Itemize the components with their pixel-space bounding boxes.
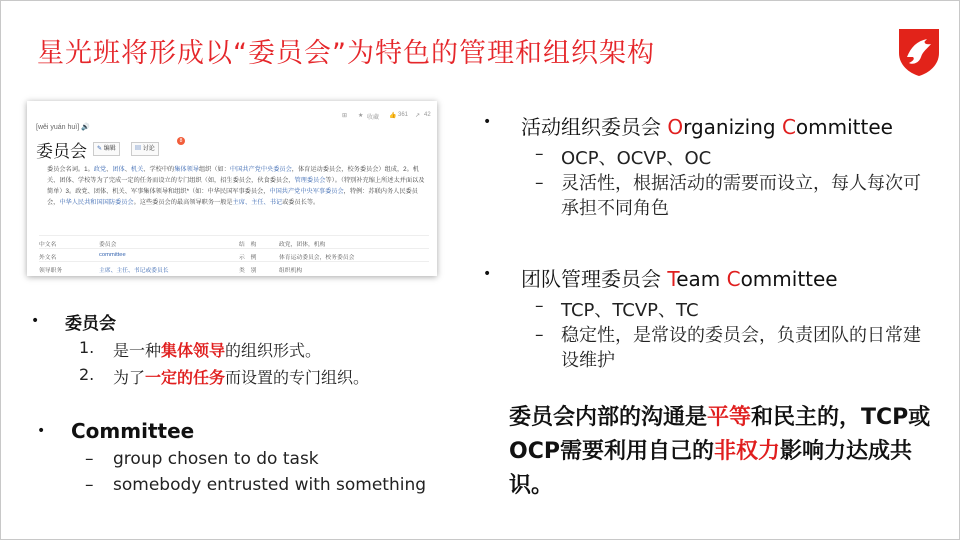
edit-button[interactable]: ✎ 编辑 xyxy=(93,142,120,156)
table-cell: 体育运动委员会，校务委员会 xyxy=(279,255,355,261)
dash: – xyxy=(535,144,544,164)
notification-badge: 8 xyxy=(177,137,185,145)
definition-text-run: 、学校中的 xyxy=(143,166,175,173)
definition-link[interactable]: 团体 xyxy=(112,166,125,173)
item-committee-cn: 委员会 xyxy=(65,314,116,334)
star-icon: ★ xyxy=(358,113,364,119)
definition-text-run: 或委员长等。 xyxy=(282,199,320,206)
table-cell: 结 构 xyxy=(239,242,257,248)
dash: – xyxy=(535,296,544,316)
share-icon: ↗ xyxy=(415,113,421,119)
definition-text-run: ，特例：苏联内务人民委员会， xyxy=(47,188,418,206)
oc-description: 灵活性，根据活动的需要而设立，每人每次可承担不同角色 xyxy=(561,173,921,219)
bullet-dot: • xyxy=(31,313,40,329)
table-cell: 外文名 xyxy=(39,255,57,261)
dash: – xyxy=(85,449,94,469)
committee-def-2: somebody entrusted with something xyxy=(113,475,427,495)
discuss-button[interactable]: ▤ 讨论 xyxy=(131,142,159,156)
definition-link[interactable]: 中国共产党中央军事委员会 xyxy=(269,188,344,195)
chat-icon: ▤ xyxy=(135,146,142,152)
speaker-icon: 🔊 xyxy=(81,124,90,131)
table-cell: 示 例 xyxy=(239,255,257,261)
plus-icon: ⊞ xyxy=(342,113,348,119)
table-cell: 委员会 xyxy=(99,242,117,248)
pinyin: [wěi yuán huì] 🔊 xyxy=(36,124,90,131)
table-cell: 政党，团体，机构 xyxy=(279,242,326,248)
definition-text-run: 、 xyxy=(124,166,131,173)
definition-text-run: 委员会名词。1。 xyxy=(47,166,94,173)
msi-dragon-shield-logo xyxy=(895,27,943,77)
definition-link[interactable]: 机关 xyxy=(130,166,144,173)
tc-description: 稳定性，是常设的委员会，负责团队的日常建设维护 xyxy=(561,325,921,371)
list-num-2: 2. xyxy=(79,365,95,384)
definition-link[interactable]: 中国共产党中央委员会 xyxy=(229,166,292,173)
oc-roles: OCP、OCVP、OC xyxy=(561,148,712,169)
shares-count: 42 xyxy=(424,112,431,118)
table-cell: 中文名 xyxy=(39,242,57,248)
list-item-1: 是一种集体领导的组织形式。 xyxy=(113,341,322,360)
definition-link[interactable]: 政党 xyxy=(93,166,107,173)
definition-text-run: 、 xyxy=(106,166,113,173)
table-row xyxy=(39,261,429,274)
encyclopedia-screenshot xyxy=(27,101,437,276)
table-cell[interactable]: 主席、主任、书记或委员长 xyxy=(99,268,169,274)
list-item-2: 为了一定的任务而设置的专门组织。 xyxy=(113,368,370,387)
committee-def-1: group chosen to do task xyxy=(113,449,319,469)
definition-text-run: 等）。（特别补充缩上所述太并面以及简单）3。政党、团体、机关、军事集体领导和组织*（如：中华民国军事委员会， xyxy=(47,177,425,195)
info-table xyxy=(39,235,429,274)
team-committee-heading: 团队管理委员会 Team Committee xyxy=(521,267,838,291)
definition-text-run: ，体育运动委员会，校务委员会）组成，2。机关、团体、学校等为了完成一定的任务而设立的专门组织（如，招生委员会，伙食委员会， xyxy=(47,166,419,184)
organizing-committee-heading: 活动组织委员会 Organizing Committee xyxy=(521,115,893,139)
likes-count: 361 xyxy=(398,112,409,118)
thumb-icon: 👍 xyxy=(389,113,397,119)
bullet-dot: • xyxy=(483,266,492,282)
slide-title: 星光班将形成以“委员会”为特色的管理和组织架构 xyxy=(37,38,655,69)
definition-link[interactable]: 中华人民共和国国防委员会 xyxy=(59,199,134,206)
definition-text xyxy=(47,164,427,208)
pencil-icon: ✎ xyxy=(97,146,103,152)
bullet-dot: • xyxy=(37,423,46,439)
definition-text-run: 组织（如： xyxy=(198,166,230,173)
dash: – xyxy=(535,325,544,345)
definition-link[interactable]: 主席、主任、书记 xyxy=(232,199,283,206)
conclusion-text: 委员会内部的沟通是平等和民主的，TCP或OCP需要利用自己的非权力影响力达成共识。 xyxy=(509,405,931,498)
dash: – xyxy=(535,173,544,193)
list-num-1: 1. xyxy=(79,338,95,357)
headword: 委员会 xyxy=(36,142,87,161)
table-cell[interactable]: committee xyxy=(99,252,126,258)
table-row xyxy=(39,235,429,248)
tc-roles: TCP、TCVP、TC xyxy=(561,300,699,321)
table-cell: 领导职务 xyxy=(39,268,63,274)
collect-label: 收藏 xyxy=(367,115,380,121)
table-row xyxy=(39,248,429,261)
item-committee-en: Committee xyxy=(71,419,195,443)
dash: – xyxy=(85,475,94,495)
table-cell: 类 别 xyxy=(239,268,257,274)
definition-text-run: 。这些委员会的最高领导职务一般是 xyxy=(133,199,233,206)
table-cell: 组织机构 xyxy=(279,268,303,274)
definition-link[interactable]: 管理委员会 xyxy=(294,177,326,184)
bullet-dot: • xyxy=(483,114,492,130)
definition-link[interactable]: 集体领导 xyxy=(174,166,199,173)
